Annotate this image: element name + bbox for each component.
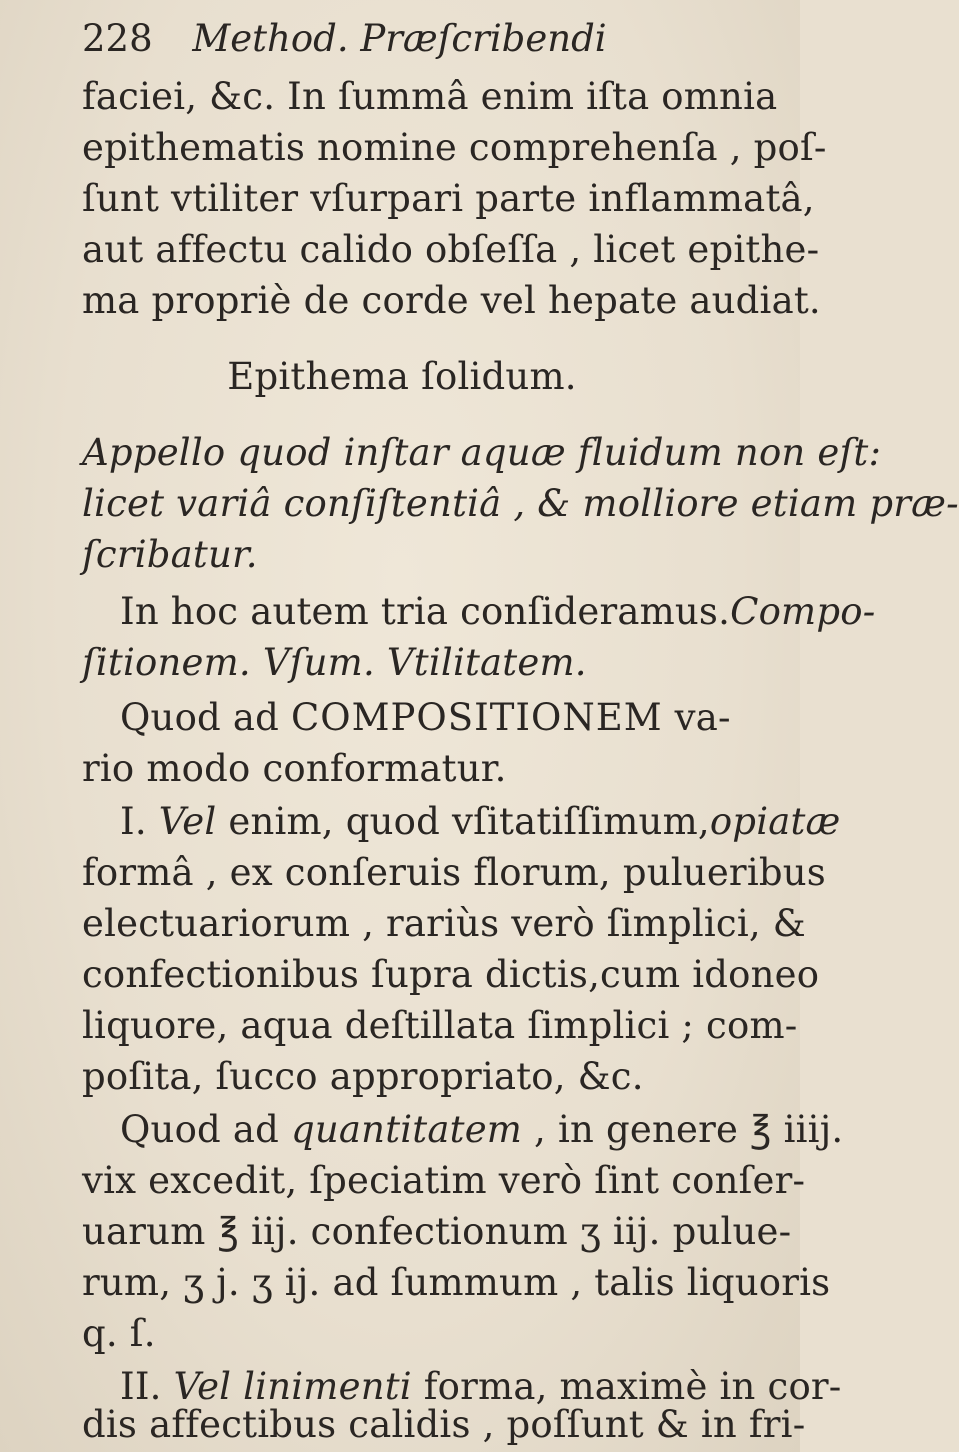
text-line [82,693,820,743]
definition-line: licet variâ conſiſtentiâ , & molliore etiam præ- [82,482,959,525]
text-span: I. [120,800,159,843]
text-line: liquore, aqua deſtillata ſimplici ; com- [82,1004,798,1047]
text-line: ſunt vtiliter vſurpari parte inflammatâ, [82,177,815,220]
page-number: 228 [82,17,153,60]
text-span-italic: quantitatem [291,1108,523,1151]
text-span: , in genere ℥ iiij. [522,1108,844,1151]
text-line: ma propriè de corde vel hepate audiat. [82,279,821,322]
text-line: uarum ℥ iij. confectionum ʒ iij. pulue- [82,1210,792,1253]
text-line: confectionibus ſupra dictis,cum idoneo [82,953,820,996]
text-line: poſita, ſucco appropriato, &c. [82,1055,644,1098]
text-line: ſitionem. Vſum. Vtilitatem. [82,641,587,684]
text-line [82,587,876,637]
running-title: Method. Præſcribendi [192,17,607,60]
definition-line: ſcribatur. [82,533,258,576]
text-line: vix excedit, ſpeciatim verò ſint conſer- [82,1159,806,1202]
text-span-italic: opiatæ [709,800,841,843]
text-span-italic: Vel [158,800,217,843]
text-line: aut affectu calido obſeſſa , licet epithe- [82,228,820,271]
section-title: Epithema ſolidum. [227,355,577,398]
text-line: q. ſ. [82,1312,156,1355]
text-line: rio modo conformatur. [82,747,507,790]
text-line [82,1105,844,1155]
text-span: Quod ad [120,696,291,739]
text-line: dis affectibus calidis , poſſunt & in fri- [82,1403,806,1446]
text-line: epithematis nomine comprehenſa , poſ- [82,126,827,169]
text-line [82,797,841,847]
text-span: Quod ad [120,1108,291,1151]
text-span-italic: Compo- [730,590,876,633]
text-span: enim, quod vſitatiſſimum, [216,800,710,843]
text-span: II. [120,1365,174,1408]
text-span: va- [662,696,731,739]
page-header [82,14,782,64]
text-line: faciei, &c. In ſummâ enim iſta omnia [82,75,778,118]
text-line: rum, ʒ j. ʒ ij. ad ſummum , talis liquoris [82,1261,831,1304]
text-span: forma, maximè in cor- [411,1365,842,1408]
definition-line: Appello quod inſtar aquæ fluidum non eſt: [82,431,882,474]
text-line: electuariorum , rariùs verò ſimplici, & [82,902,806,945]
small-caps-heading: COMPOSITIONEM [291,696,663,739]
text-line: formâ , ex conſeruis florum, pulueribus [82,851,826,894]
text-span: In hoc autem tria conſideramus. [120,590,731,633]
text-span-italic: Vel linimenti [173,1365,412,1408]
